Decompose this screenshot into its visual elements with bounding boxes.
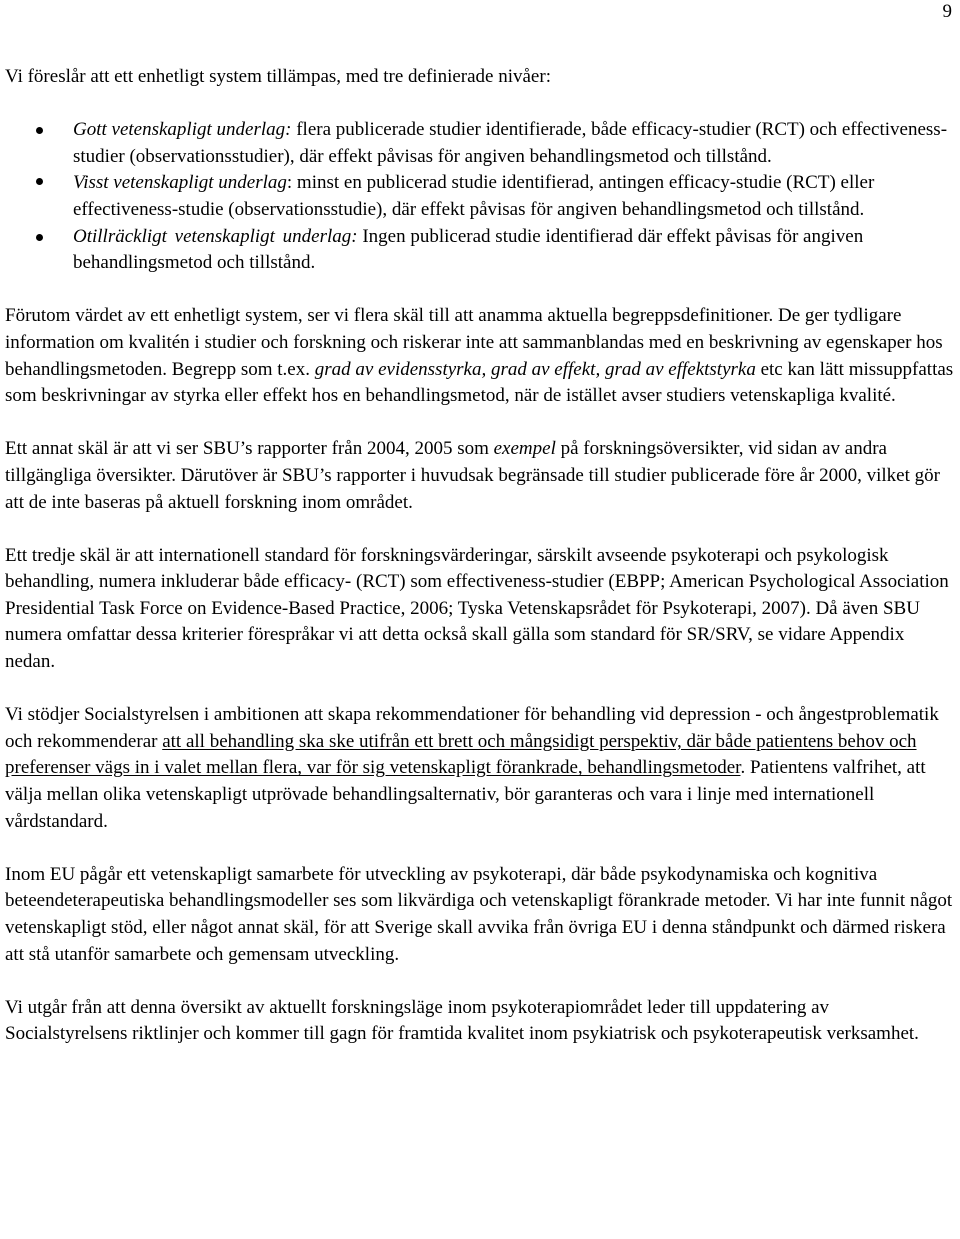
italic-terms: grad av evidensstyrka, grad av effekt, grad av effektstyrka — [314, 358, 756, 380]
level-text: flera publicerade studier identifierade, både efficacy-studier (RCT) och effectiveness-studier (observationsstudier), där effekt påvisas för angiven behandlingsmetod och tillstånd. — [73, 119, 948, 167]
paragraph-conclusion: Vi utgår från att denna översikt av aktuellt forskningsläge inom psykoterapiområdet leder till uppdatering av Socialstyrelsens riktlinjer och kommer till gagn för framtida kvalitet inom psykiatrisk och psykoterapeutisk verksamhet. — [5, 996, 919, 1045]
intro-paragraph: Vi föreslår att ett enhetligt system tillämpas, med tre definierade nivåer: — [5, 66, 551, 87]
level-term: Gott vetenskapligt underlag: — [73, 119, 292, 141]
italic-word: exempel — [493, 438, 556, 460]
evidence-levels-list — [5, 117, 955, 277]
bullet-icon — [36, 178, 43, 185]
paragraph-text: Vi stödjer Socialstyrelsen i ambitionen att skapa rekommendationer för behandling vid depression - och ångestproblematik och rekommenderar — [5, 704, 939, 752]
page-number: 9 — [942, 1, 952, 22]
level-text: : minst en publicerad studie identifierad, antingen efficacy-studie (RCT) eller effectiveness-studie (observationsstudie), där effekt påvisas för angiven behandlingsmetod och tillstånd. — [73, 172, 875, 220]
level-term: Otillräckligt vetenskapligt underlag: — [73, 225, 358, 247]
level-term: Visst vetenskapligt underlag — [73, 172, 287, 194]
underlined-recommendation: att all behandling ska ske utifrån ett brett och mångsidigt perspektiv, där både patientens behov och preferenser vägs in i valet mellan flera, var för sig vetenskapligt förankrade, behandlingsmetoder — [5, 730, 917, 779]
paragraph-recommendation — [5, 702, 955, 835]
list-item — [5, 224, 955, 277]
paragraph-sbu — [5, 436, 955, 516]
paragraph-international-standard: Ett tredje skäl är att internationell standard för forskningsvärderingar, särskilt avseende psykoterapi och psykologisk behandling, numera inkluderar både efficacy- (RCT) som effectiveness-studier (EBPP; American Psychological Association Presidential Task Force on Evidence-Based Practice, 2006; Tyska Vetenskapsrådet för Psykoterapi, 2007). Då även SBU numera omfattar dessa kriterier förespråkar vi att detta också skall gälla som standard för SR/SRV, se vidare Appendix nedan. — [5, 544, 949, 673]
paragraph-text: . Patientens valfrihet, att välja mellan olika vetenskapligt utprövade behandlingsalternativ, bör garanteras och vara i linje med internationell vårdstandard. — [5, 757, 926, 832]
paragraph-text: på forskningsöversikter, vid sidan av andra tillgängliga översikter. Därutöver är SBU’s rapporter i huvudsak begränsade till studier publicerade före år 2000, vilket gör att de inte baseras på aktuell forskning inom området. — [5, 438, 940, 513]
bullet-icon — [36, 127, 43, 134]
paragraph-text: Förutom värdet av ett enhetligt system, ser vi flera skäl till att anamma aktuella begreppsdefinitioner. De ger tydligare information om kvalitén i studier och forskning och riskerar inte att sammanblandas med en beskrivning av egenskaper hos behandlingsmetoden. Begrepp som t.ex. — [5, 305, 943, 380]
list-item — [5, 170, 955, 223]
level-text: Ingen publicerad studie identifierad där effekt påvisas för angiven behandlingsmetod och tillstånd. — [73, 225, 864, 274]
document-body — [5, 64, 955, 1048]
paragraph-definitions — [5, 303, 955, 409]
paragraph-eu: Inom EU pågår ett vetenskapligt samarbete för utveckling av psykoterapi, där både psykodynamiska och kognitiva beteendeterapeutiska behandlingsmodeller ses som likvärdiga och vetenskapligt förankrade metoder. Vi har inte funnit något vetenskapligt stöd, eller något annat skäl, för att Sverige skall avvika från övriga EU i denna ståndpunkt och därmed riskera att stå utanför samarbete och gemensam utveckling. — [5, 863, 953, 965]
list-item — [5, 117, 955, 170]
paragraph-text: Ett annat skäl är att vi ser SBU’s rapporter från 2004, 2005 som — [5, 438, 494, 460]
bullet-icon — [36, 234, 43, 241]
paragraph-text: etc kan lätt missuppfattas som beskrivningar av styrka eller effekt hos en behandlingsmetod, när de istället avser studiers vetenskapliga kvalité. — [5, 358, 954, 407]
